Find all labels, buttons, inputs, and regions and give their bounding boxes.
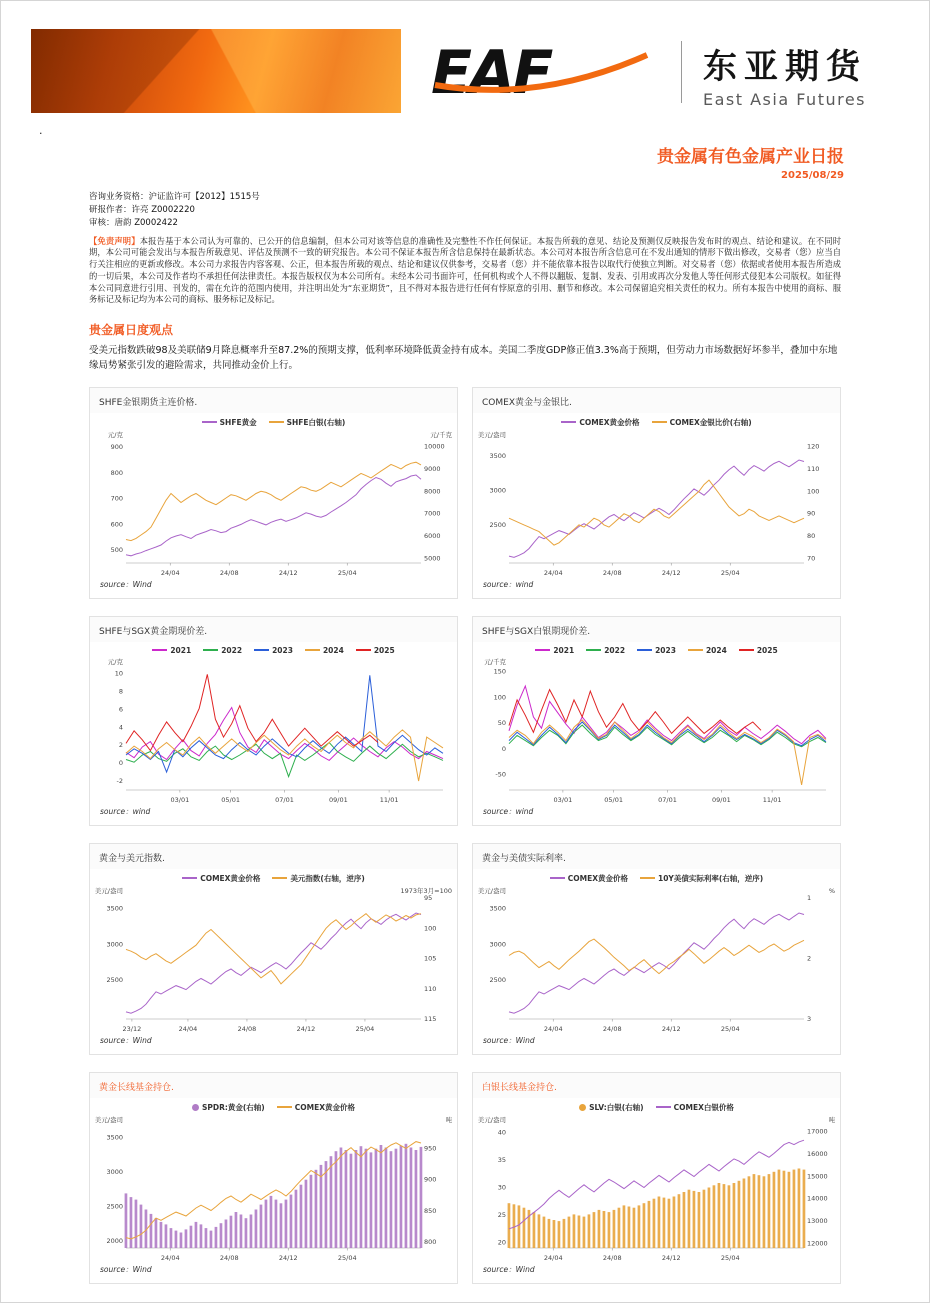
legend-label: COMEX金银比价(右轴) bbox=[669, 417, 752, 427]
legend-item bbox=[550, 873, 628, 884]
svg-text:8: 8 bbox=[118, 686, 123, 695]
eaf-logo-text: EAF bbox=[431, 38, 551, 108]
chart-legend bbox=[477, 1099, 836, 1114]
legend-item bbox=[688, 646, 727, 655]
report-header bbox=[31, 27, 899, 123]
report-title: 贵金属有色金属产业日报 bbox=[657, 147, 844, 167]
disclaimer bbox=[89, 236, 841, 307]
legend-label: 2023 bbox=[655, 645, 676, 655]
brand-english: East Asia Futures bbox=[703, 90, 867, 109]
svg-text:24/08: 24/08 bbox=[237, 1024, 257, 1033]
chart-panel-gold-fund-holdings bbox=[89, 1072, 458, 1284]
chart-panel-gold-real-rate bbox=[472, 843, 841, 1055]
svg-text:吨: 吨 bbox=[445, 1115, 452, 1124]
svg-text:600: 600 bbox=[110, 519, 123, 528]
svg-text:5000: 5000 bbox=[424, 554, 441, 563]
chart-svg bbox=[477, 656, 836, 804]
svg-text:100: 100 bbox=[493, 692, 506, 701]
svg-text:-2: -2 bbox=[116, 776, 123, 785]
legend-line-marker bbox=[203, 649, 218, 651]
chart-area-gold-basis bbox=[90, 642, 457, 804]
svg-text:9000: 9000 bbox=[424, 464, 441, 473]
legend-line-marker bbox=[550, 877, 565, 879]
legend-label: SPDR:黄金(右轴) bbox=[201, 1102, 265, 1112]
chart-title: 黄金与美债实际利率. bbox=[473, 844, 840, 869]
svg-text:70: 70 bbox=[807, 554, 816, 563]
svg-text:10000: 10000 bbox=[424, 442, 445, 451]
legend-label: 10Y美债实际利率(右轴，逆序) bbox=[658, 873, 764, 883]
svg-text:元/克: 元/克 bbox=[107, 657, 123, 666]
chart-panel-gold-dollar-index bbox=[89, 843, 458, 1055]
legend-dot-marker bbox=[192, 1104, 199, 1111]
chart-source: source：Wind bbox=[100, 1035, 152, 1045]
legend-line-marker bbox=[152, 649, 167, 651]
legend-item bbox=[586, 646, 625, 655]
chart-svg bbox=[477, 429, 836, 577]
svg-text:24/08: 24/08 bbox=[219, 568, 239, 577]
svg-text:6000: 6000 bbox=[424, 531, 441, 540]
svg-text:7000: 7000 bbox=[424, 509, 441, 518]
legend-item bbox=[305, 646, 344, 655]
chart-panel-silver-basis bbox=[472, 616, 841, 826]
legend-label: 2022 bbox=[221, 645, 243, 655]
svg-text:3500: 3500 bbox=[489, 451, 506, 460]
disclaimer-label: 【免责声明】 bbox=[89, 235, 140, 246]
legend-label: 2022 bbox=[604, 645, 626, 655]
legend-line-marker bbox=[269, 421, 284, 423]
svg-text:24/12: 24/12 bbox=[661, 1253, 681, 1262]
legend-item bbox=[561, 417, 639, 428]
svg-text:23/12: 23/12 bbox=[122, 1024, 142, 1033]
legend-label: COMEX黄金价格 bbox=[579, 417, 640, 427]
chart-title: 黄金长线基金持仓. bbox=[90, 1073, 457, 1098]
svg-text:09/01: 09/01 bbox=[712, 795, 731, 804]
chart-panel-comex-gold-ratio bbox=[472, 387, 841, 599]
legend-line-marker bbox=[202, 421, 217, 423]
svg-text:元/千克: 元/千克 bbox=[430, 430, 452, 439]
chart-source: source：wind bbox=[100, 806, 151, 816]
svg-text:2500: 2500 bbox=[489, 975, 506, 984]
chart-area-gold-dollar-index bbox=[90, 869, 457, 1033]
chart-svg bbox=[94, 429, 453, 577]
legend-label: SLV:白银(右轴) bbox=[589, 1102, 644, 1112]
chart-area-shfe-gold-silver bbox=[90, 413, 457, 577]
chart-grid bbox=[89, 387, 841, 1284]
report-date: 2025/08/29 bbox=[781, 170, 844, 181]
chart-legend bbox=[477, 643, 836, 656]
chart-source: source：wind bbox=[483, 806, 534, 816]
svg-text:1: 1 bbox=[807, 893, 812, 902]
svg-text:-50: -50 bbox=[495, 770, 506, 779]
svg-text:850: 850 bbox=[424, 1206, 437, 1215]
svg-text:24/08: 24/08 bbox=[602, 1024, 622, 1033]
svg-text:24/08: 24/08 bbox=[602, 1253, 622, 1262]
meta-qualification: 咨询业务资格：沪证监许可【2012】1515号 bbox=[89, 192, 260, 202]
chart-source: source：wind bbox=[483, 579, 534, 589]
svg-text:24/12: 24/12 bbox=[278, 1253, 298, 1262]
chart-source: source：Wind bbox=[483, 1264, 535, 1274]
chart-title: SHFE金银期货主连价格. bbox=[90, 388, 457, 413]
legend-item bbox=[202, 417, 257, 428]
legend-dot-marker bbox=[579, 1104, 586, 1111]
chart-legend bbox=[477, 414, 836, 429]
svg-text:100: 100 bbox=[424, 923, 437, 932]
svg-text:35: 35 bbox=[497, 1155, 506, 1164]
svg-text:20: 20 bbox=[497, 1238, 506, 1247]
legend-label: 2024 bbox=[322, 645, 344, 655]
svg-text:24/08: 24/08 bbox=[219, 1253, 239, 1262]
svg-text:0: 0 bbox=[118, 758, 123, 767]
legend-line-marker bbox=[688, 649, 703, 651]
svg-text:50: 50 bbox=[497, 718, 506, 727]
svg-text:07/01: 07/01 bbox=[658, 795, 677, 804]
svg-text:120: 120 bbox=[807, 442, 820, 451]
legend-item bbox=[640, 873, 763, 884]
svg-text:11/01: 11/01 bbox=[762, 795, 782, 804]
svg-text:24/08: 24/08 bbox=[602, 568, 622, 577]
chart-title: SHFE与SGX黄金期现价差. bbox=[90, 617, 457, 642]
svg-text:30: 30 bbox=[497, 1183, 506, 1192]
disclaimer-text: 本报告基于本公司认为可靠的、已公开的信息编制，但本公司对该等信息的准确性及完整性不作任何保证。本报告所载的意见、结论及预测仅反映报告发布时的观点、结论和建议。在不同时期，本公司可能会发出与本报告所载意见、评估及预测不一致的研究报告。本公司不保证本报告所含信息保持在最新状态。本公司对本报告所含信息可在不发出通知的情形下做出修改，交易者（您）应当自行关注相应的更新或修改。本公司力求报告内容客观、公正，但本报告所载的观点、结论和建议仅供参考，交易者（您）并不能依靠本报告以取代行使独立判断。对交易者（您）依据或者使用本报告所造成的一切后果，本公司及作者均不承担任何法律责任。本报告版权仅为本公司所有。未经本公司书面许可，任何机构或个人不得以翻版、复制、发表、引用或再次分发他人等任何形式侵犯本公司版权。如征得本公司同意进行引用、刊发的，需在允许的范围内使用，并注明出处为“东亚期货”，且不得对本报告进行任何有悖原意的引用、删节和修改。本公司保留追究相关责任的权力。所有本报告中使用的商标、服务标记及标记均为本公司的商标、服务标记及标记。 bbox=[89, 235, 841, 305]
legend-line-marker bbox=[272, 877, 287, 879]
svg-text:40: 40 bbox=[497, 1128, 506, 1137]
svg-text:110: 110 bbox=[424, 984, 437, 993]
svg-text:13000: 13000 bbox=[807, 1216, 828, 1225]
meta-reviewer: 审核：唐韵 Z0002422 bbox=[89, 218, 178, 229]
legend-line-marker bbox=[739, 649, 754, 651]
chart-svg bbox=[477, 1114, 836, 1262]
legend-line-marker bbox=[356, 649, 371, 651]
svg-text:24/04: 24/04 bbox=[543, 1024, 563, 1033]
legend-item bbox=[656, 1102, 734, 1113]
chart-area-gold-real-rate bbox=[473, 869, 840, 1033]
svg-text:11/01: 11/01 bbox=[379, 795, 399, 804]
svg-text:24/12: 24/12 bbox=[661, 1024, 681, 1033]
svg-text:25/04: 25/04 bbox=[720, 1024, 740, 1033]
svg-text:115: 115 bbox=[424, 1014, 437, 1023]
svg-text:500: 500 bbox=[110, 545, 123, 554]
chart-svg bbox=[94, 656, 453, 804]
legend-line-marker bbox=[652, 421, 667, 423]
chart-svg bbox=[94, 1114, 453, 1262]
chart-legend bbox=[94, 870, 453, 885]
svg-text:%: % bbox=[828, 886, 835, 895]
legend-line-marker bbox=[535, 649, 550, 651]
chart-area-silver-fund-holdings bbox=[473, 1098, 840, 1262]
legend-item bbox=[203, 646, 242, 655]
svg-text:24/04: 24/04 bbox=[543, 568, 563, 577]
svg-text:17000: 17000 bbox=[807, 1127, 828, 1136]
legend-line-marker bbox=[637, 649, 652, 651]
svg-text:110: 110 bbox=[807, 464, 820, 473]
legend-label: COMEX白银价格 bbox=[673, 1102, 734, 1112]
legend-item bbox=[182, 873, 260, 884]
svg-text:05/01: 05/01 bbox=[221, 795, 240, 804]
svg-text:15000: 15000 bbox=[807, 1171, 828, 1180]
svg-text:25/04: 25/04 bbox=[337, 1253, 357, 1262]
svg-text:24/04: 24/04 bbox=[543, 1253, 563, 1262]
svg-text:03/01: 03/01 bbox=[170, 795, 190, 804]
legend-item bbox=[739, 646, 778, 655]
legend-label: COMEX黄金价格 bbox=[567, 873, 628, 883]
legend-item bbox=[192, 1102, 265, 1113]
legend-label: SHFE白银(右轴) bbox=[286, 417, 346, 427]
meta-author: 研报作者：许亮 Z0002220 bbox=[89, 205, 195, 216]
legend-item bbox=[535, 646, 574, 655]
svg-text:6: 6 bbox=[118, 704, 123, 713]
svg-text:25/04: 25/04 bbox=[337, 568, 357, 577]
svg-text:3000: 3000 bbox=[489, 939, 506, 948]
report-meta bbox=[89, 191, 841, 231]
svg-text:吨: 吨 bbox=[828, 1115, 835, 1124]
legend-line-marker bbox=[182, 877, 197, 879]
legend-item bbox=[269, 417, 346, 428]
legend-item bbox=[579, 1102, 643, 1113]
svg-text:2000: 2000 bbox=[106, 1236, 123, 1245]
svg-text:900: 900 bbox=[424, 1175, 437, 1184]
svg-text:3000: 3000 bbox=[106, 1167, 123, 1176]
svg-text:24/04: 24/04 bbox=[178, 1024, 198, 1033]
chart-title: 黄金与美元指数. bbox=[90, 844, 457, 869]
legend-line-marker bbox=[254, 649, 269, 651]
svg-text:元/千克: 元/千克 bbox=[484, 657, 506, 666]
svg-text:03/01: 03/01 bbox=[553, 795, 573, 804]
svg-text:24/04: 24/04 bbox=[160, 1253, 180, 1262]
svg-text:3: 3 bbox=[807, 1014, 812, 1023]
chart-legend bbox=[94, 1099, 453, 1114]
svg-text:25/04: 25/04 bbox=[355, 1024, 375, 1033]
svg-text:3500: 3500 bbox=[106, 904, 123, 913]
svg-text:05/01: 05/01 bbox=[604, 795, 623, 804]
legend-label: 2025 bbox=[756, 645, 778, 655]
svg-text:150: 150 bbox=[493, 667, 506, 676]
chart-area-gold-fund-holdings bbox=[90, 1098, 457, 1262]
svg-text:24/12: 24/12 bbox=[296, 1024, 316, 1033]
legend-label: 美元指数(右轴，逆序) bbox=[290, 873, 365, 883]
svg-text:美元/盎司: 美元/盎司 bbox=[477, 430, 506, 439]
svg-text:3000: 3000 bbox=[106, 939, 123, 948]
svg-text:美元/盎司: 美元/盎司 bbox=[477, 1115, 506, 1124]
svg-text:美元/盎司: 美元/盎司 bbox=[477, 886, 506, 895]
svg-text:800: 800 bbox=[110, 468, 123, 477]
chart-panel-silver-fund-holdings bbox=[472, 1072, 841, 1284]
legend-item bbox=[637, 646, 676, 655]
legend-line-marker bbox=[586, 649, 601, 651]
brand-names bbox=[703, 39, 867, 109]
legend-label: 2023 bbox=[272, 645, 293, 655]
svg-text:100: 100 bbox=[807, 486, 820, 495]
svg-text:3500: 3500 bbox=[106, 1132, 123, 1141]
svg-text:8000: 8000 bbox=[424, 486, 441, 495]
svg-text:90: 90 bbox=[807, 509, 816, 518]
legend-line-marker bbox=[277, 1106, 292, 1108]
svg-text:24/12: 24/12 bbox=[278, 568, 298, 577]
chart-legend bbox=[477, 870, 836, 885]
svg-text:80: 80 bbox=[807, 531, 816, 540]
chart-source: source：Wind bbox=[100, 1264, 152, 1274]
section-title-daily-view: 贵金属日度观点 bbox=[89, 323, 174, 338]
legend-label: COMEX黄金价格 bbox=[294, 1102, 355, 1112]
chart-legend bbox=[94, 643, 453, 656]
svg-text:25: 25 bbox=[497, 1210, 506, 1219]
svg-text:95: 95 bbox=[424, 893, 433, 902]
legend-label: 2021 bbox=[170, 645, 192, 655]
svg-text:800: 800 bbox=[424, 1237, 437, 1246]
svg-text:14000: 14000 bbox=[807, 1194, 828, 1203]
svg-text:美元/盎司: 美元/盎司 bbox=[94, 886, 123, 895]
svg-text:900: 900 bbox=[110, 442, 123, 451]
chart-source: source：Wind bbox=[100, 579, 152, 589]
stray-period: . bbox=[39, 124, 43, 137]
legend-item bbox=[254, 646, 293, 655]
legend-item bbox=[272, 873, 364, 884]
chart-area-silver-basis bbox=[473, 642, 840, 804]
svg-text:12000: 12000 bbox=[807, 1239, 828, 1248]
chart-panel-shfe-gold-silver-price bbox=[89, 387, 458, 599]
chart-title: COMEX黄金与金银比. bbox=[473, 388, 840, 413]
chart-area-comex-gold-ratio bbox=[473, 413, 840, 577]
legend-label: COMEX黄金价格 bbox=[200, 873, 261, 883]
chart-svg bbox=[477, 885, 836, 1033]
brand-banner-graphic bbox=[31, 29, 401, 113]
svg-text:25/04: 25/04 bbox=[720, 1253, 740, 1262]
legend-label: 2024 bbox=[705, 645, 727, 655]
svg-text:1973年3月=100: 1973年3月=100 bbox=[400, 886, 452, 895]
svg-text:24/12: 24/12 bbox=[661, 568, 681, 577]
legend-item bbox=[152, 646, 191, 655]
chart-source: source：Wind bbox=[483, 1035, 535, 1045]
legend-label: 2021 bbox=[553, 645, 575, 655]
brand-chinese: 东亚期货 bbox=[703, 47, 867, 87]
svg-text:2: 2 bbox=[807, 954, 812, 963]
svg-text:25/04: 25/04 bbox=[720, 568, 740, 577]
svg-text:2500: 2500 bbox=[106, 1202, 123, 1211]
legend-line-marker bbox=[305, 649, 320, 651]
svg-text:元/克: 元/克 bbox=[107, 430, 123, 439]
svg-text:07/01: 07/01 bbox=[275, 795, 294, 804]
svg-text:美元/盎司: 美元/盎司 bbox=[94, 1115, 123, 1124]
legend-line-marker bbox=[561, 421, 576, 423]
svg-text:700: 700 bbox=[110, 494, 123, 503]
legend-line-marker bbox=[640, 877, 655, 879]
chart-panel-gold-basis bbox=[89, 616, 458, 826]
eaf-logo bbox=[429, 37, 661, 115]
svg-text:105: 105 bbox=[424, 954, 437, 963]
legend-line-marker bbox=[656, 1106, 671, 1108]
svg-text:3500: 3500 bbox=[489, 904, 506, 913]
svg-text:16000: 16000 bbox=[807, 1149, 828, 1158]
eaf-logo-svg bbox=[429, 37, 661, 111]
svg-text:2500: 2500 bbox=[106, 975, 123, 984]
title-block bbox=[86, 142, 844, 181]
svg-text:10: 10 bbox=[114, 669, 123, 678]
svg-text:09/01: 09/01 bbox=[329, 795, 348, 804]
chart-title: SHFE与SGX白银期现价差. bbox=[473, 617, 840, 642]
chart-title: 白银长线基金持仓. bbox=[473, 1073, 840, 1098]
legend-item bbox=[652, 417, 752, 428]
svg-text:24/04: 24/04 bbox=[160, 568, 180, 577]
svg-text:3000: 3000 bbox=[489, 485, 506, 494]
legend-label: 2025 bbox=[373, 645, 395, 655]
legend-label: SHFE黄金 bbox=[219, 417, 257, 427]
legend-item bbox=[277, 1102, 355, 1113]
svg-text:0: 0 bbox=[501, 744, 506, 753]
svg-text:2500: 2500 bbox=[489, 520, 506, 529]
header-divider bbox=[681, 41, 682, 103]
chart-svg bbox=[94, 885, 453, 1033]
svg-text:4: 4 bbox=[118, 722, 123, 731]
daily-view-text: 受美元指数跌破98及美联储9月降息概率升至87.2%的预期支撑，低利率环境降低黄金持有成本。美国二季度GDP修正值3.3%高于预期，但劳动力市场数据好坏参半，叠加中东地缘局势紧张引发的避险需求，共同推动金价上行。 bbox=[89, 345, 838, 372]
chart-legend bbox=[94, 414, 453, 429]
svg-text:2: 2 bbox=[118, 740, 123, 749]
legend-item bbox=[356, 646, 395, 655]
svg-text:950: 950 bbox=[424, 1144, 437, 1153]
